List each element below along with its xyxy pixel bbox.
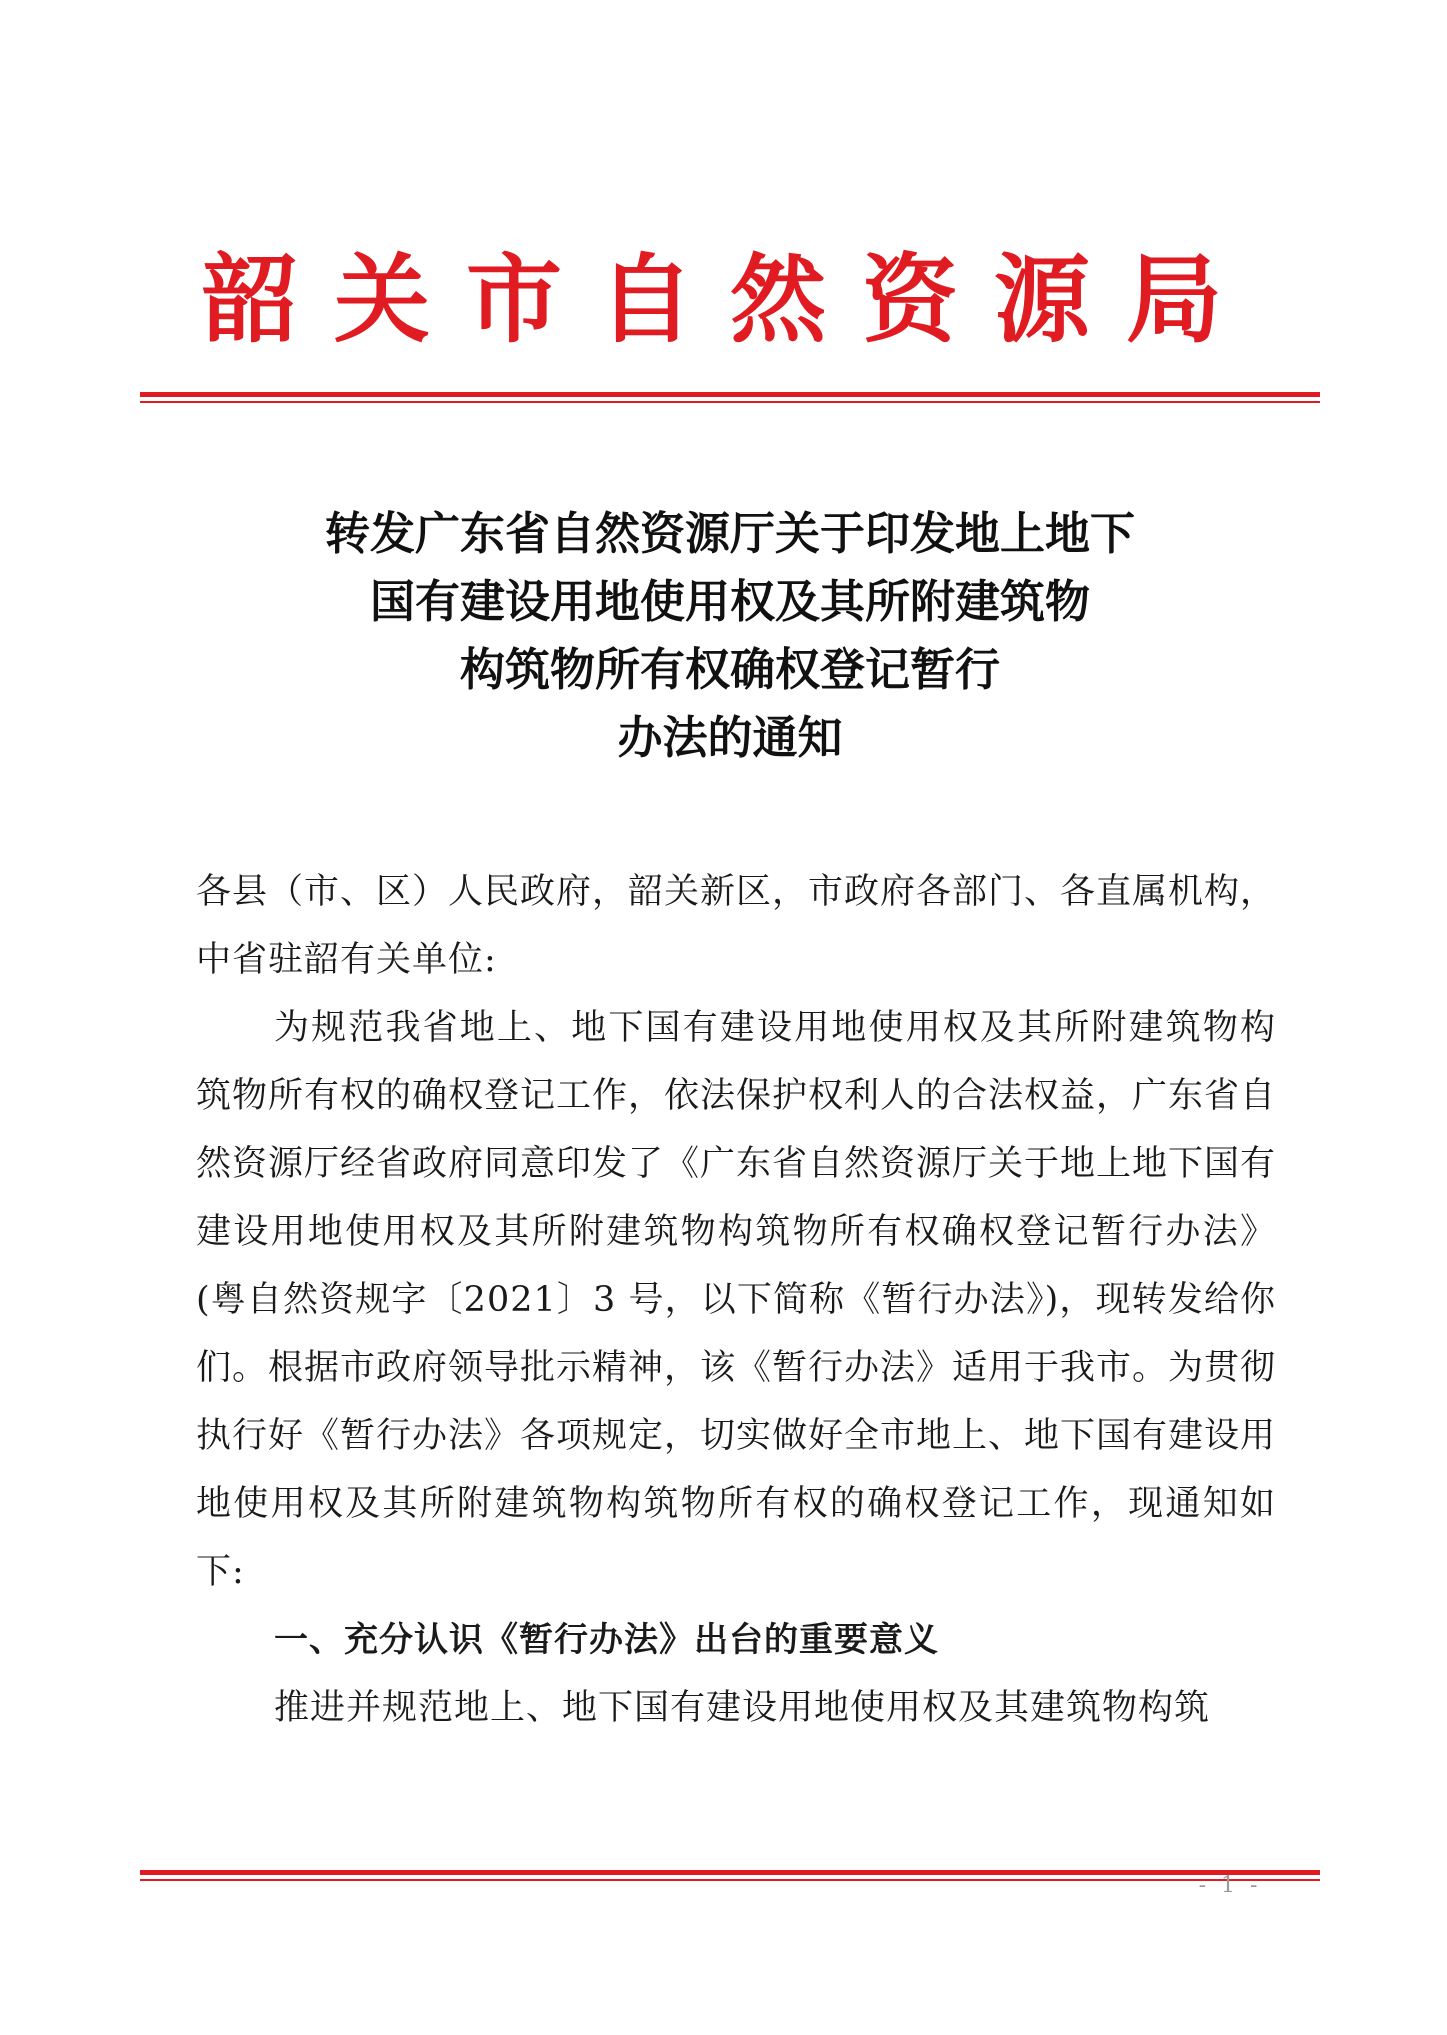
title-line: 国有建设用地使用权及其所附建筑物 [369, 575, 1090, 628]
addressee-paragraph: 各县（市、区）人民政府，韶关新区，市政府各部门、各直属机构，中省驻韶有关单位: [196, 872, 1277, 980]
section-heading: 一、充分认识《暂行办法》出台的重要意义 [274, 1620, 939, 1660]
document-title [140, 500, 1320, 772]
document-body [196, 858, 1276, 1742]
title-line: 办法的通知 [617, 711, 843, 764]
title-line: 构筑物所有权确权登记暂行 [459, 643, 1000, 696]
section-paragraph: 推进并规范地上、地下国有建设用地使用权及其建筑物构筑 [274, 1688, 1211, 1728]
title-line: 转发广东省自然资源厅关于印发地上地下 [324, 507, 1135, 560]
intro-paragraph: 为规范我省地上、地下国有建设用地使用权及其所附建筑物构筑物所有权的确权登记工作，依法保护权利人的合法权益，广东省自然资源厅经省政府同意印发了《广东省自然资源厅关于地上地下国有建设用地使用权及其所附建筑物构筑物所有权确权登记暂行办法》(粤自然资规字〔2021〕3 号，以下简称《暂行办法》)，现转发给你们。根据市政府领导批示精神，该《暂行办法》适用于我市。为贯彻执行好《暂行办法》各项规定，切实做好全市地上、地下国有建设用地使用权及其所附建筑物构筑物所有权的确权登记工作，现通知如下: [196, 1008, 1277, 1592]
masthead-divider [140, 392, 1320, 403]
page-number: - 1 - [1198, 1873, 1262, 1898]
footer-divider [140, 1870, 1320, 1881]
agency-masthead: 韶关市自然资源局 [202, 243, 1258, 356]
